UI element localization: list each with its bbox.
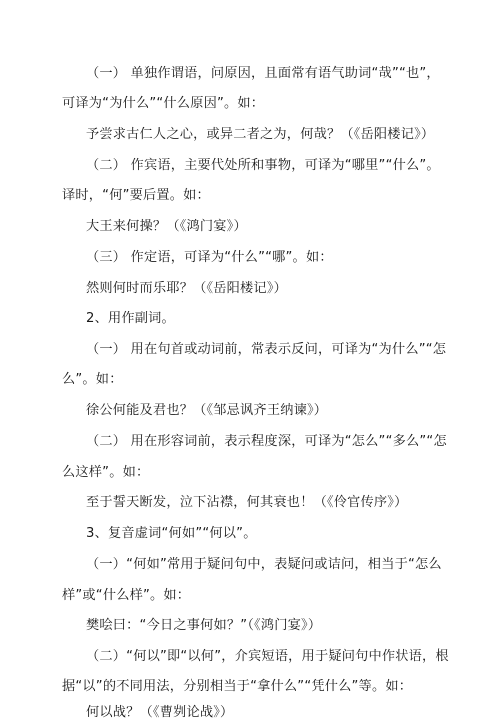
example-sentence: 至于誓天断发，泣下沾襟，何其衰也！（《伶官传序》） [86,495,408,510]
paragraph-line: （一）“何如”常用于疑问句中，表疑问或诘问，相当于“怎么 [86,557,442,572]
example-sentence: 然则何时而乐耶？（《岳阳楼记》） [86,281,287,296]
paragraph-line: （二） 作宾语，主要代处所和事物，可译为“哪里”“什么”。 [86,158,440,173]
paragraph-line: 样”或“什么样”。如： [62,588,191,603]
example-sentence: 大王来何操？（《鸿门宴》） [86,219,247,234]
example-sentence: 徐公何能及君也？（《邹忌讽齐王纳谏》） [86,403,328,418]
paragraph-line: 据“以”的不同用法，分别相当于“拿什么”“凭什么”等。如： [62,679,413,694]
paragraph-line: （一） 用在句首或动词前，常表示反问，可译为“为什么”“怎 [86,342,447,357]
example-sentence: 何以战？（《曹刿论战》） [86,705,234,720]
paragraph-line: （二） 用在形容词前，表示程度深，可译为“怎么”“多么”“怎 [86,434,447,449]
example-sentence: 樊哙曰：“今日之事何如？”（《鸿门宴》） [86,618,322,633]
section-heading: 2、用作副词。 [86,311,175,326]
example-sentence: 予尝求古仁人之心，或异二者之为，何哉？（《岳阳楼记》） [86,127,435,142]
section-heading: 3、复音虚词“何如”“何以”。 [86,526,257,541]
paragraph-line: （三） 作定语，可译为“什么”“哪”。如： [86,250,333,265]
paragraph-line: 译时，“何”要后置。如： [62,188,210,203]
paragraph-line: （一） 单独作谓语，问原因，且面常有语气助词“哉”“也”， [86,66,440,81]
paragraph-line: 么这样”。如： [62,465,150,480]
paragraph-line: （二）“何以”即“以何”，介宾短语，用于疑问句中作状语，根 [86,649,449,664]
paragraph-line: 么”。如： [62,372,123,387]
paragraph-line: 可译为“为什么”“什么原因”。如： [62,96,265,111]
